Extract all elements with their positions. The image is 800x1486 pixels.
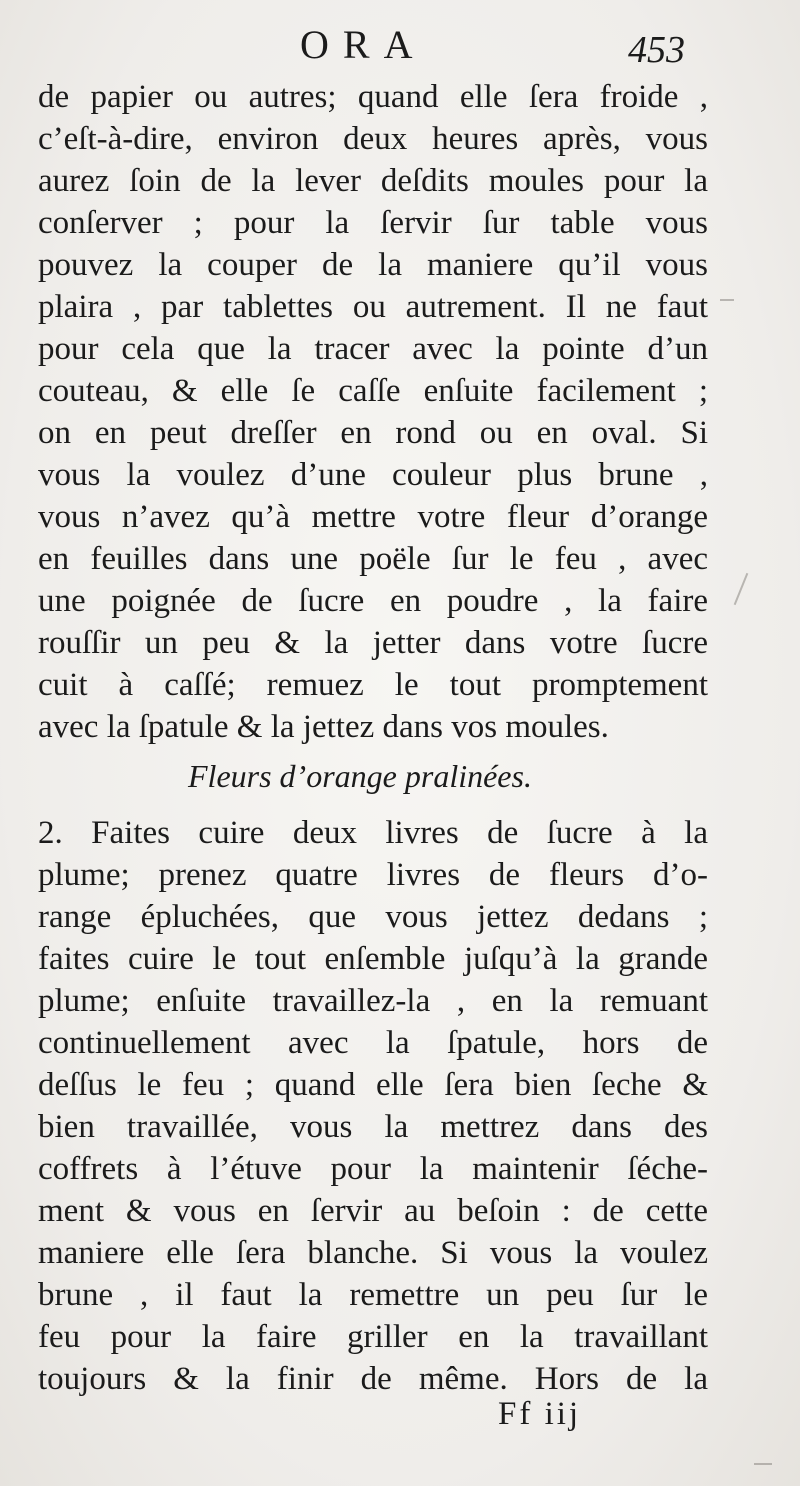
margin-dash-mark — [754, 1463, 772, 1465]
text-line: c’eſt-à-dire, environ deux heures après, vous — [38, 121, 708, 157]
text-line: plume; enſuite travaillez-la , en la remuant — [38, 983, 708, 1019]
text-line: toujours & la finir de même. Hors de la — [38, 1361, 708, 1397]
text-line: coffrets à l’étuve pour la maintenir ſéche- — [38, 1151, 708, 1187]
text-line: rouſſir un peu & la jetter dans votre ſucre — [38, 625, 708, 661]
text-line: vous n’avez qu’à mettre votre fleur d’orange — [38, 499, 708, 535]
text-line: faites cuire le tout enſemble juſqu’à la grande — [38, 941, 708, 977]
text-line: avec la ſpatule & la jettez dans vos moules. — [38, 709, 609, 745]
signature-mark: Ff iij — [498, 1396, 582, 1432]
margin-slash-mark — [734, 573, 749, 605]
text-line: feu pour la faire griller en la travaillant — [38, 1319, 708, 1355]
text-line: conſerver ; pour la ſervir ſur table vous — [38, 205, 708, 241]
text-line: continuellement avec la ſpatule, hors de — [38, 1025, 708, 1061]
text-line: cuit à caſſé; remuez le tout promptement — [38, 667, 708, 703]
text-line: pouvez la couper de la maniere qu’il vous — [38, 247, 708, 283]
running-head: ORA — [300, 22, 427, 67]
text-line: ment & vous en ſervir au beſoin : de cette — [38, 1193, 708, 1229]
text-line: maniere elle ſera blanche. Si vous la voulez — [38, 1235, 708, 1271]
text-line: bien travaillée, vous la mettrez dans des — [38, 1109, 708, 1145]
text-line: deſſus le feu ; quand elle ſera bien ſeche & — [38, 1067, 708, 1103]
text-line: range épluchées, que vous jettez dedans ; — [38, 899, 708, 935]
text-line: couteau, & elle ſe caſſe enſuite facilement ; — [38, 373, 708, 409]
text-line: en feuilles dans une poële ſur le feu , avec — [38, 541, 708, 577]
page-number: 453 — [628, 29, 685, 71]
text-line: de papier ou autres; quand elle ſera froide , — [38, 79, 708, 115]
text-line: une poignée de ſucre en poudre , la faire — [38, 583, 708, 619]
text-line: 2. Faites cuire deux livres de ſucre à la — [38, 815, 708, 851]
text-line: plume; prenez quatre livres de fleurs d’o- — [38, 857, 708, 893]
text-line: on en peut dreſſer en rond ou en oval. Si — [38, 415, 708, 451]
page-header — [0, 20, 800, 76]
text-line: pour cela que la tracer avec la pointe d’un — [38, 331, 708, 367]
text-line: brune , il faut la remettre un peu ſur le — [38, 1277, 708, 1313]
recipe-paragraph — [38, 812, 708, 1400]
text-line: aurez ſoin de la lever deſdits moules pour la — [38, 163, 708, 199]
margin-dash-mark — [720, 299, 734, 301]
text-line: vous la voulez d’une couleur plus brune , — [38, 457, 708, 493]
section-title: Fleurs d’orange pralinées. — [188, 758, 532, 794]
text-line: plaira , par tablettes ou autrement. Il ne faut — [38, 289, 708, 325]
paragraph-continuation — [38, 76, 708, 748]
